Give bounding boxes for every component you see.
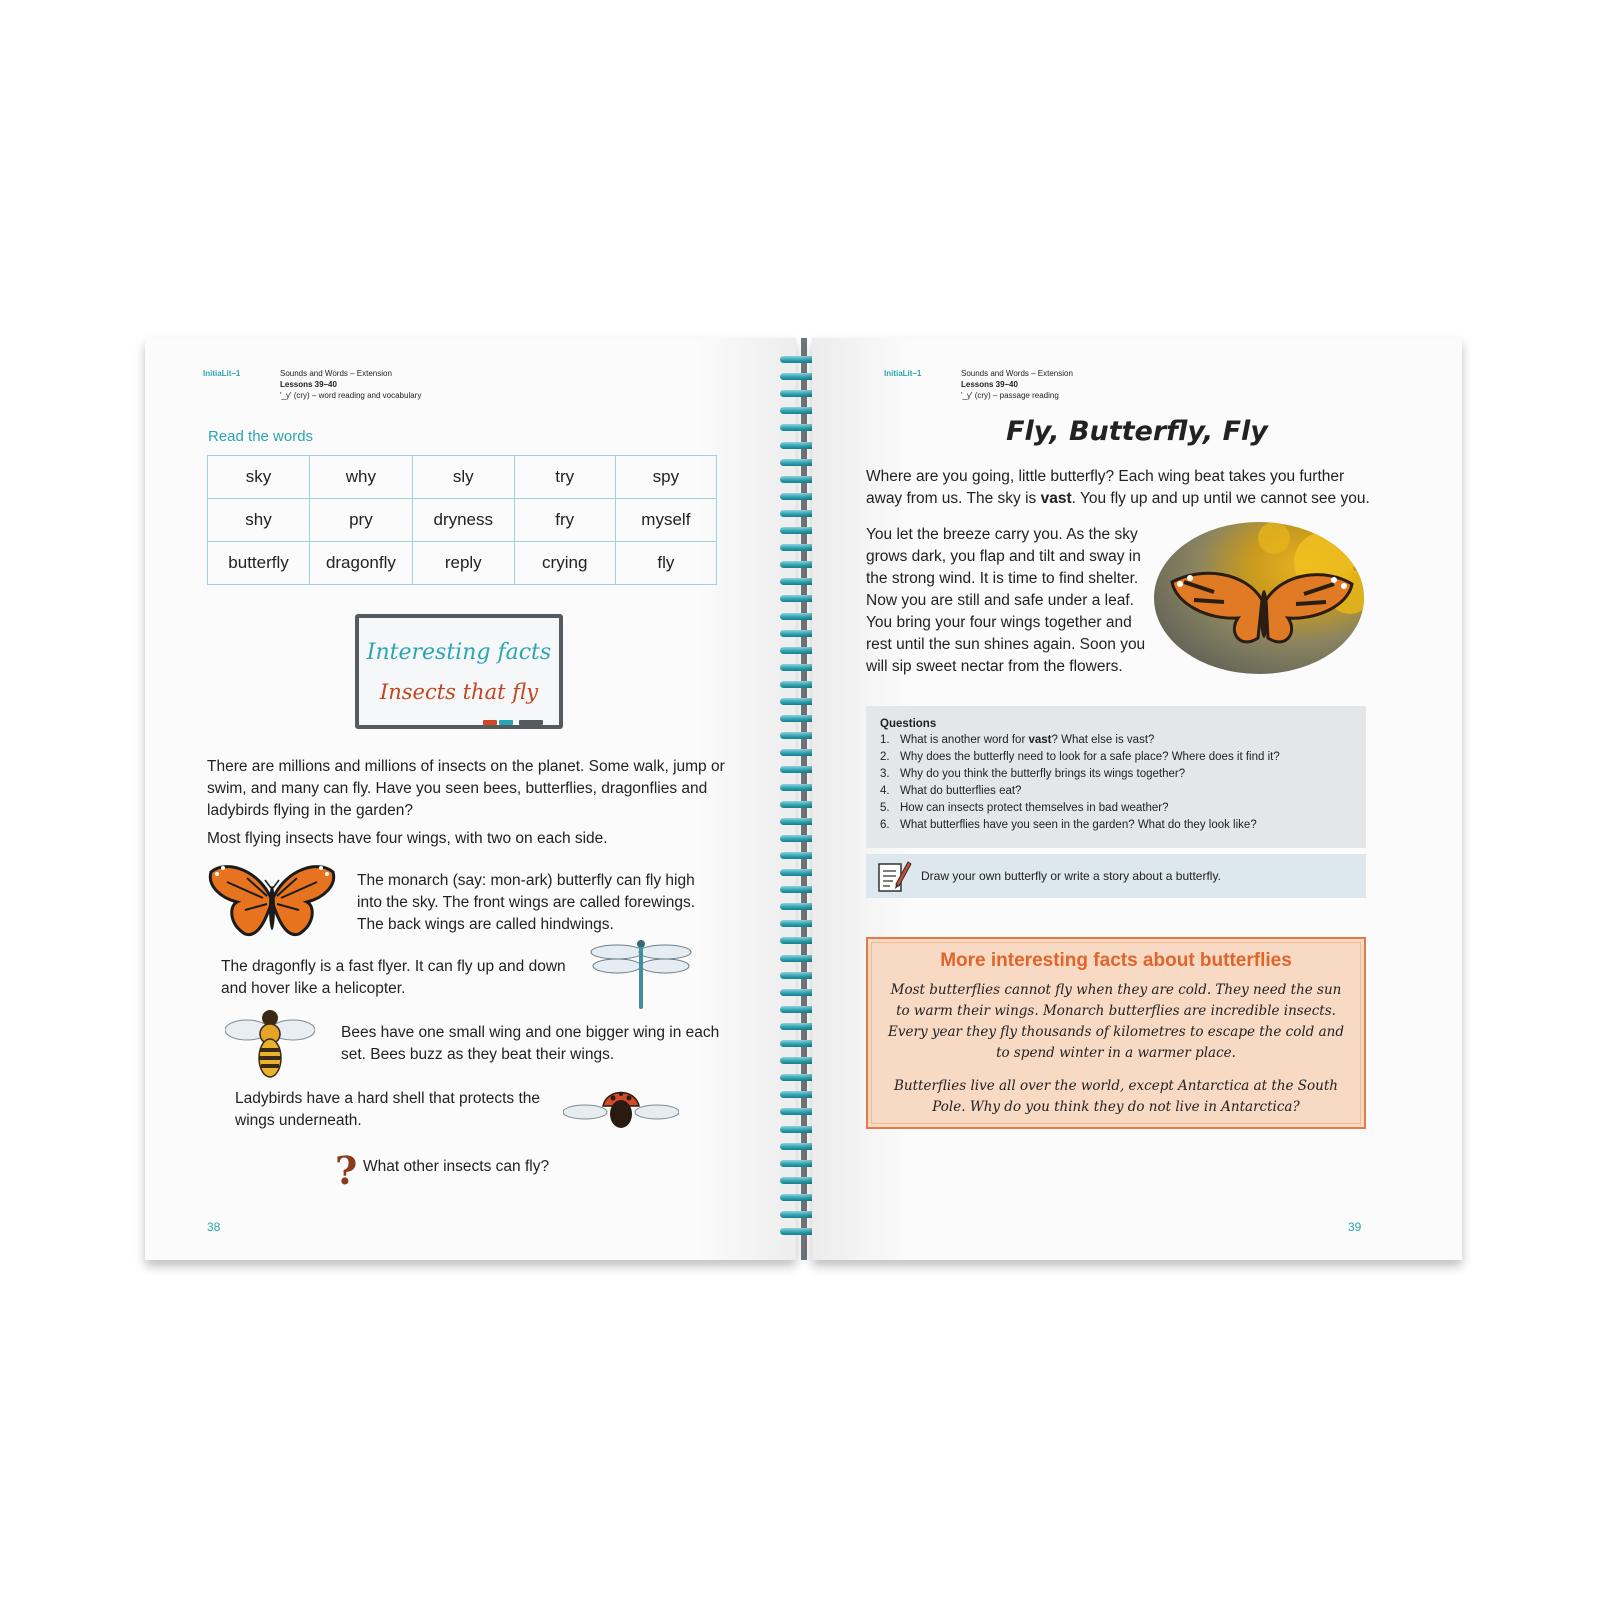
page-number: 38 [207, 1220, 221, 1234]
word-cell: sky [208, 456, 310, 499]
question-item: 6. What butterflies have you seen in the garden? What do they look like? [880, 817, 1352, 834]
bee-text: Bees have one small wing and one bigger wing in each set. Bees buzz as they beat their wings. [341, 1024, 720, 1063]
question-item: 1. What is another word for vast? What else is vast? [880, 732, 1352, 749]
intro-paragraph: Where are you going, little butterfly? Each wing beat takes you further away from us. The sky is vast. You fly up and up until we cannot see you. [866, 468, 1370, 507]
story-paragraph: You let the breeze carry you. As the sky grows dark, you flap and tilt and sway in the strong wind. It is time to find shelter. Now you are still and safe under a leaf. You bring your four wings together and rest until the sun shines again. Soon you will sip sweet nectar from the flowers. [866, 526, 1146, 675]
marker-red [483, 720, 497, 725]
question-item: 2. Why does the butterfly need to look for a safe place? Where does it find it? [880, 749, 1352, 766]
whiteboard [355, 614, 563, 729]
right-page [812, 338, 1462, 1260]
question-number: 3. [880, 768, 890, 780]
questions-box [866, 706, 1366, 848]
question-item: 5. How can insects protect themselves in bad weather? [880, 800, 1352, 817]
word-row [208, 456, 717, 499]
question-number: 5. [880, 802, 890, 814]
word-cell: pry [310, 499, 413, 542]
spiral-binding [796, 338, 812, 1260]
wings-paragraph: Most flying insects have four wings, with two on each side. [207, 830, 608, 847]
question-number: 6. [880, 819, 890, 831]
word-cell: crying [514, 542, 615, 585]
question-number: 1. [880, 734, 890, 746]
butterfly-photo [1154, 522, 1364, 674]
draw-prompt: Draw your own butterfly or write a story about a butterfly. [921, 869, 1221, 883]
vocab-word: vast [1040, 490, 1072, 507]
question-item: 3. Why do you think the butterfly brings its wings together? [880, 766, 1352, 783]
brand-label: InitiaLit–1 [884, 369, 922, 378]
word-cell: try [514, 456, 615, 499]
header-line-3: '_y' (cry) – passage reading [961, 391, 1059, 400]
board-tray [359, 725, 559, 729]
facts-paragraph-2: Butterflies live all over the world, except Antarctica at the South Pole. Why do you think they do not live in Antarctica? [894, 1078, 1338, 1115]
word-cell: fly [615, 542, 716, 585]
marker-teal [499, 720, 513, 725]
word-cell: fry [514, 499, 615, 542]
word-cell: reply [412, 542, 514, 585]
word-cell: dragonfly [310, 542, 413, 585]
header-line-3: '_y' (cry) – word reading and vocabulary [280, 391, 422, 400]
read-words-label: Read the words [208, 428, 314, 445]
dragonfly-text: The dragonfly is a fast flyer. It can fly up and down and hover like a helicopter. [221, 958, 566, 997]
intro-paragraph: There are millions and millions of insects on the planet. Some walk, jump or swim, and many can fly. Have you seen bees, butterflies, dragonflies and ladybirds flying in the garden? [207, 758, 725, 819]
closing-question: What other insects can fly? [363, 1158, 550, 1175]
header-line-1: Sounds and Words – Extension [280, 369, 392, 378]
header-line-2: Lessons 39–40 [280, 380, 337, 389]
board-subtitle: Insects that fly [379, 680, 539, 704]
word-cell: sly [412, 456, 514, 499]
page-number: 39 [1348, 1220, 1362, 1234]
board-title: Interesting facts [366, 640, 552, 665]
ladybird-icon [563, 1082, 679, 1132]
story-title: Fly, Butterfly, Fly [1006, 416, 1268, 447]
draw-prompt-box [866, 854, 1366, 898]
word-cell: butterfly [208, 542, 310, 585]
monarch-butterfly-icon [207, 858, 337, 944]
facts-box [866, 937, 1366, 1129]
question-item: 4. What do butterflies eat? [880, 783, 1352, 800]
word-row [208, 542, 717, 585]
word-cell: myself [615, 499, 716, 542]
question-number: 2. [880, 751, 890, 763]
word-cell: shy [208, 499, 310, 542]
word-table [207, 455, 717, 585]
questions-heading: Questions [880, 718, 937, 730]
left-page [145, 338, 796, 1260]
word-row [208, 499, 717, 542]
eraser [519, 720, 543, 725]
bee-icon [225, 1004, 315, 1080]
word-cell: why [310, 456, 413, 499]
pencil-paper-icon [876, 858, 912, 894]
header-line-1: Sounds and Words – Extension [961, 369, 1073, 378]
facts-paragraph-1: Most butterflies cannot fly when they are cold. They need the sun to warm their wings. Monarch butterflies are incredible insects. Every year they fly thousands of kilometres to escape the cold and to spend winter in a warmer place. [888, 982, 1344, 1061]
dragonfly-icon [589, 938, 693, 1012]
monarch-text: The monarch (say: mon-ark) butterfly can fly high into the sky. The front wings are called forewings. The back wings are called hindwings. [357, 872, 696, 933]
ladybird-text: Ladybirds have a hard shell that protects the wings underneath. [235, 1090, 541, 1129]
word-cell: spy [615, 456, 716, 499]
question-number: 4. [880, 785, 890, 797]
word-cell: dryness [412, 499, 514, 542]
header-line-2: Lessons 39–40 [961, 380, 1018, 389]
brand-label: InitiaLit–1 [203, 369, 241, 378]
question-mark-icon: ? [335, 1148, 358, 1193]
facts-heading: More interesting facts about butterflies [940, 950, 1292, 971]
